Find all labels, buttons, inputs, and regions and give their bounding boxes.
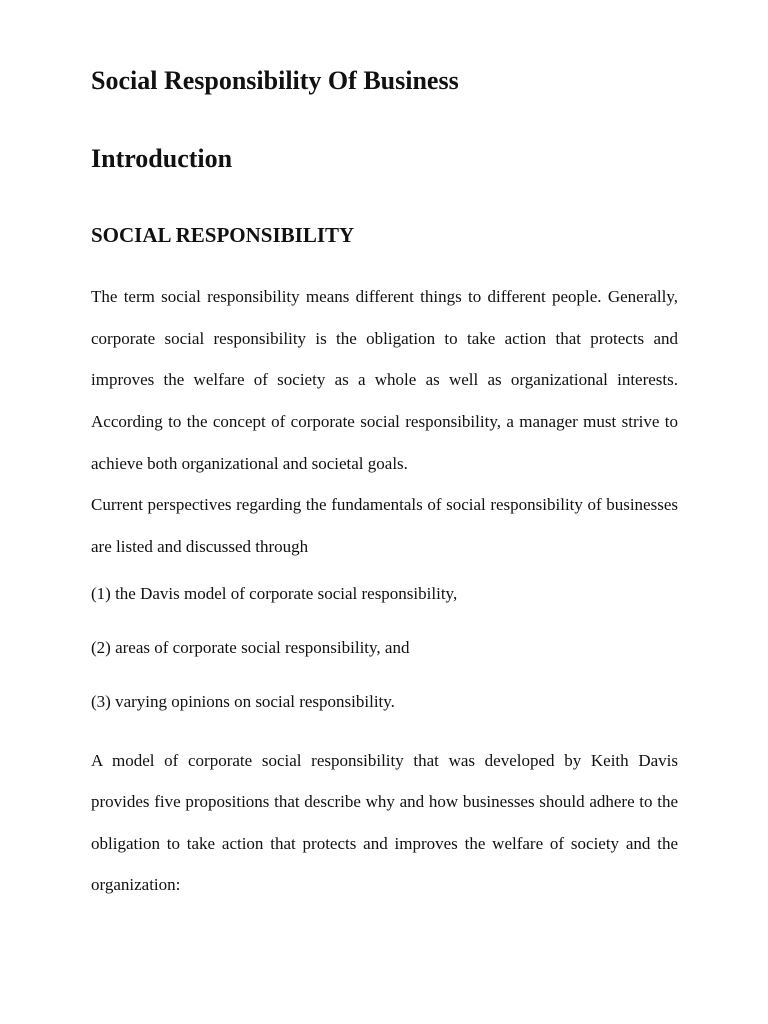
section-heading-introduction: Introduction xyxy=(91,144,233,173)
sub-heading-social-responsibility: SOCIAL RESPONSIBILITY xyxy=(91,223,355,247)
document-title: Social Responsibility Of Business xyxy=(91,66,459,95)
list-item: (1) the Davis model of corporate social responsibility, xyxy=(91,584,458,603)
paragraph-davis-model: A model of corporate social responsibility that was developed by Keith Davis provides five propositions that describe why and how businesses should adhere to the obligation to take action that protects and improves the welfare of society and the organization: xyxy=(91,751,678,894)
list-item: (3) varying opinions on social responsibility. xyxy=(91,692,395,711)
paragraph-definition: The term social responsibility means different things to different people. Generally, corporate social responsibility is the obligation to take action that protects and improves the welfare of society as a whole as well as organizational interests. According to the concept of corporate social responsibility, a manager must strive to achieve both organizational and societal goals. xyxy=(91,287,678,473)
list-item: (2) areas of corporate social responsibility, and xyxy=(91,638,410,657)
paragraph-perspectives: Current perspectives regarding the fundamentals of social responsibility of businesses are listed and discussed through xyxy=(91,495,678,556)
